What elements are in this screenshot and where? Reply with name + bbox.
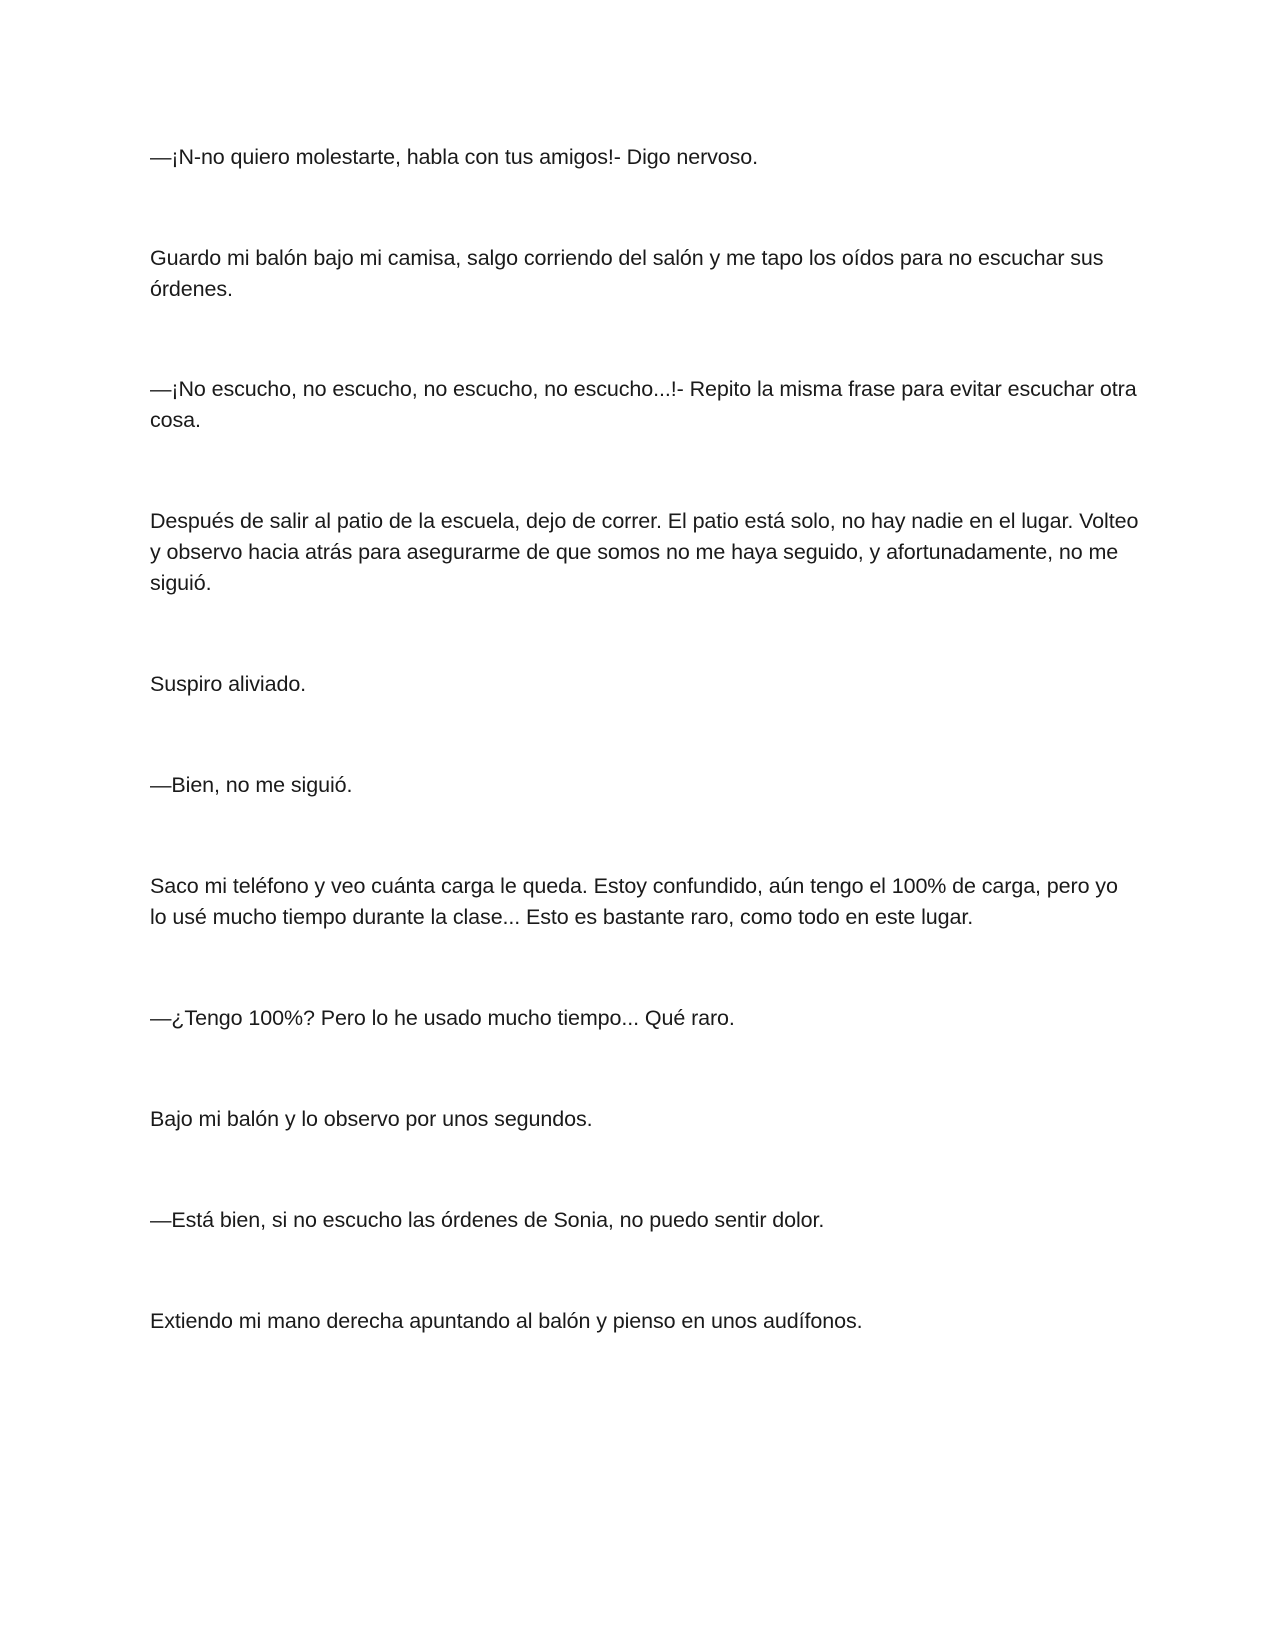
paragraph-3: —¡No escucho, no escucho, no escucho, no escucho...!- Repito la misma frase para evitar escuchar otra cosa. xyxy=(150,377,1137,432)
paragraph-10: —Está bien, si no escucho las órdenes de Sonia, no puedo sentir dolor. xyxy=(150,1208,825,1232)
paragraph-9: Bajo mi balón y lo observo por unos segundos. xyxy=(150,1107,593,1131)
paragraph-5: Suspiro aliviado. xyxy=(150,672,307,696)
paragraph-11: Extiendo mi mano derecha apuntando al balón y pienso en unos audífonos. xyxy=(150,1309,863,1333)
paragraph-6: —Bien, no me siguió. xyxy=(150,773,353,797)
paragraph-8: —¿Tengo 100%? Pero lo he usado mucho tiempo... Qué raro. xyxy=(150,1006,735,1030)
paragraph-1: —¡N-no quiero molestarte, habla con tus amigos!- Digo nervoso. xyxy=(150,145,759,169)
document-body xyxy=(150,142,1140,1337)
paragraph-7: Saco mi teléfono y veo cuánta carga le queda. Estoy confundido, aún tengo el 100% de carga, pero yo lo usé mucho tiempo durante la clase... Esto es bastante raro, como todo en este lugar. xyxy=(150,874,1118,929)
paragraph-4: Después de salir al patio de la escuela, dejo de correr. El patio está solo, no hay nadie en el lugar. Volteo y observo hacia atrás para asegurarme de que somos no me haya seguido, y afortunadamente, no me siguió. xyxy=(150,509,1139,595)
paragraph-2: Guardo mi balón bajo mi camisa, salgo corriendo del salón y me tapo los oídos para no escuchar sus órdenes. xyxy=(150,246,1104,301)
